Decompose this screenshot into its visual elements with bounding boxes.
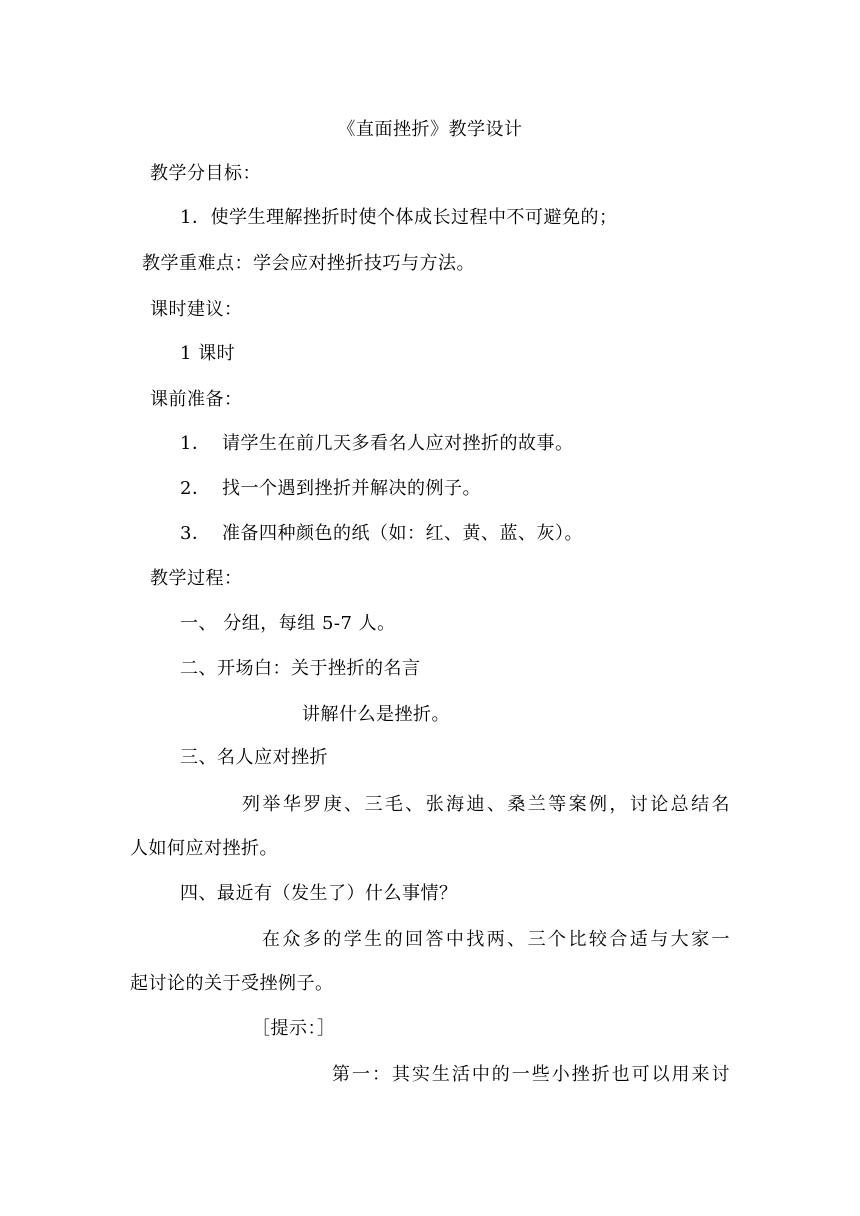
process-step-4-detail-line-1: 在众多的学生的回答中找两、三个比较合适与大家一: [262, 929, 730, 950]
preparation-item-3-number: 3．: [180, 523, 211, 544]
process-step-3-detail-line-2: 人如何应对挫折。: [130, 838, 278, 859]
hint-label: ［提示：］: [252, 1018, 336, 1039]
preparation-item-3-text: 准备四种颜色的纸（如：红、黄、蓝、灰）。: [222, 523, 583, 544]
document-title: 《直面挫折》教学设计: [337, 119, 523, 140]
suggestion-value: 1 课时: [180, 343, 236, 364]
key-points: 教学重难点：学会应对挫折技巧与方法。: [142, 253, 475, 274]
goals-heading: 教学分目标：: [150, 163, 261, 184]
preparation-item-2-text: 找一个遇到挫折并解决的例子。: [222, 478, 481, 499]
goal-item-1: 1．使学生理解挫折时使个体成长过程中不可避免的；: [180, 207, 618, 228]
process-step-1: 一、 分组，每组 5-7 人。: [180, 613, 396, 634]
preparation-item-1-text: 请学生在前几天多看名人应对挫折的故事。: [222, 433, 574, 454]
process-heading: 教学过程：: [150, 568, 243, 589]
preparation-item-1-number: 1．: [180, 433, 211, 454]
process-step-2: 二、开场白：关于挫折的名言: [180, 658, 421, 679]
hint-first: 第一：其实生活中的一些小挫折也可以用来讨: [332, 1064, 730, 1085]
preparation-item-2-number: 2．: [180, 478, 211, 499]
process-step-3: 三、名人应对挫折: [180, 747, 328, 768]
preparation-heading: 课前准备：: [150, 389, 243, 410]
process-step-4-detail-line-2: 起讨论的关于受挫例子。: [130, 973, 334, 994]
process-step-4: 四、最近有（发生了）什么事情？: [180, 883, 458, 904]
process-step-3-detail-line-1: 列举华罗庚、三毛、张海迪、桑兰等案例，讨论总结名: [242, 794, 730, 815]
process-step-2-detail: 讲解什么是挫折。: [302, 704, 450, 725]
suggestion-heading: 课时建议：: [150, 299, 243, 320]
